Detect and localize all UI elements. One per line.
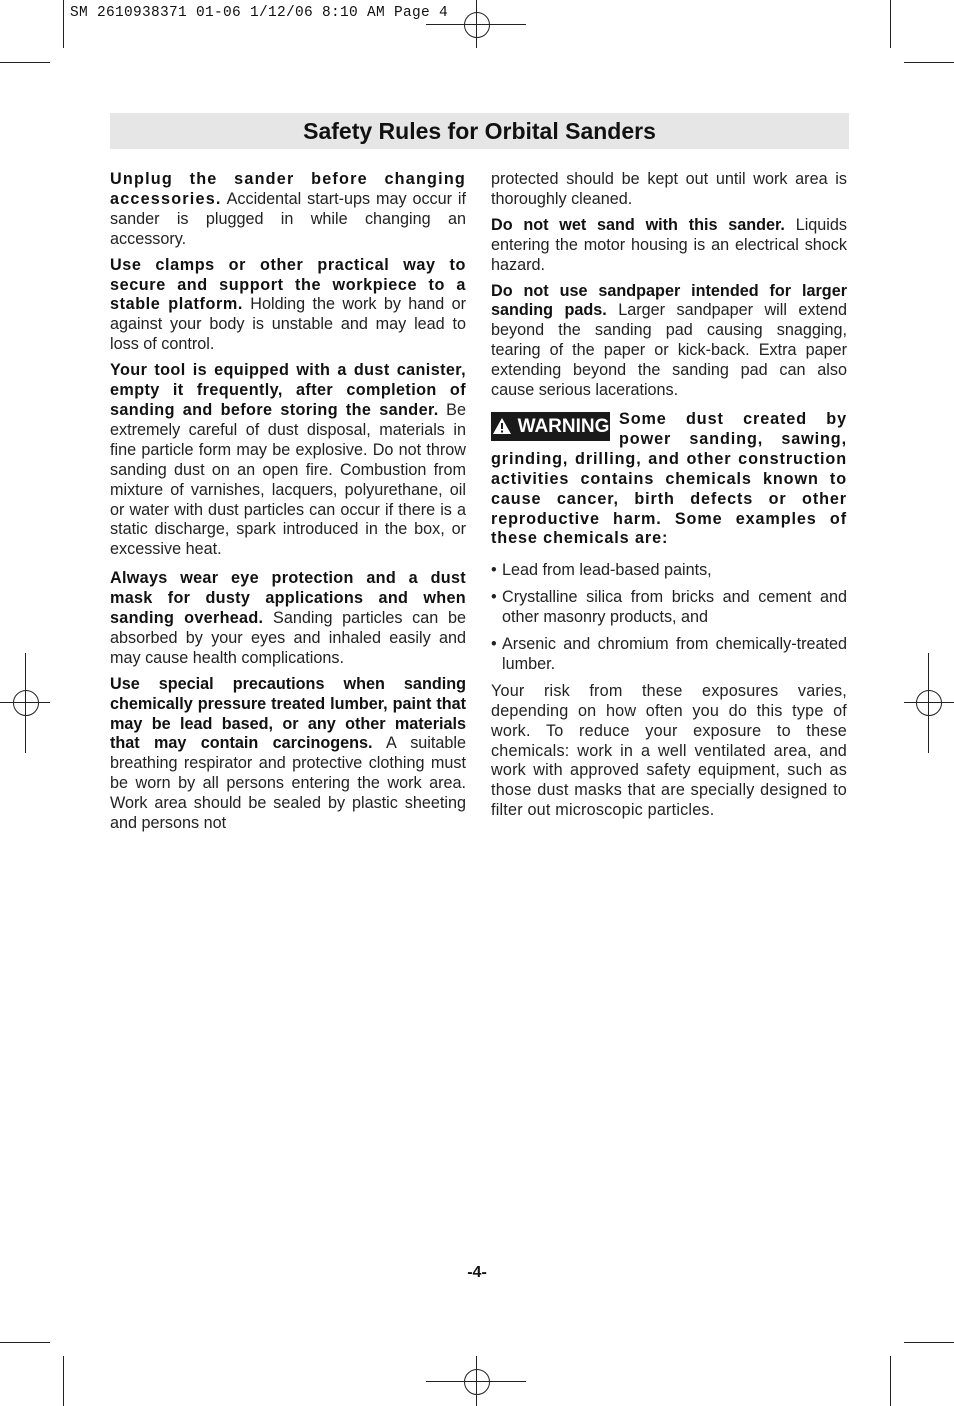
rule-special-precautions: Use special precautions when sanding chemically pressure treated lumber, paint that may be lead based, or any other materials that may contain carcinogens. A suitable breathing respirator and protective clothing must be worn by all persons entering the work area. Work area should be sealed by plastic sheeting and persons not <box>110 674 466 833</box>
warning-text: Some dust created by power sanding, sawing, grinding, drilling, and other construction activities contains chemicals known to cause cancer, birth defects or other reproductive harm. Some examples of these chemicals are: <box>491 409 847 548</box>
page-number: -4- <box>467 1264 487 1281</box>
rule-dust-canister: Your tool is equipped with a dust canister, empty it frequently, after completion of sanding and before storing the sander. Be extremely careful of dust disposal, materials in fine particle form may be explosive. Do not throw sanding dust on an open fire. Combustion from mixture of varnishes, lacquers, polyurethane, oil or water with dust particles can occur if there is a static discharge, spark introduced in the box, or excessive heat. <box>110 361 466 559</box>
warning-badge <box>491 412 610 441</box>
rule-unplug: Unplug the sander before changing accessories. Accidental start-ups may occur if sander is plugged in while changing an accessory. <box>110 170 466 248</box>
crosshair-registration-icon <box>464 1369 490 1395</box>
warning-label: WARNING <box>517 415 610 437</box>
list-item: • Arsenic and chromium from chemically-treated lumber. <box>491 635 847 673</box>
rule-wet-sand: Do not wet sand with this sander. Liquids entering the motor housing is an electrical shock hazard. <box>491 215 848 274</box>
exposure-advice: Your risk from these exposures varies, depending on how often you do this type of work. To reduce your exposure to these chemicals: work in a well ventilated area, and work with approved safety equipment, such as those dust masks that are specially designed to filter out microscopic particles. <box>491 681 847 820</box>
title-banner <box>110 113 849 149</box>
crosshair-registration-icon <box>13 690 39 716</box>
warning-triangle-icon <box>492 417 512 435</box>
rule-continued: protected should be kept out until work area is thoroughly cleaned. <box>491 170 847 208</box>
list-item: • Lead from lead-based paints, <box>491 561 712 580</box>
rule-sandpaper-size: Do not use sandpaper intended for larger sanding pads. Larger sandpaper will extend beyond the sanding pad causing snagging, tearing of the paper or kick-back. Extra paper extending beyond the sanding pad can also cause serious lacerations. <box>491 281 847 400</box>
crosshair-registration-icon <box>464 12 490 38</box>
list-item: • Crystalline silica from bricks and cement and other masonry products, and <box>491 588 847 627</box>
right-column <box>491 170 847 827</box>
crosshair-registration-icon <box>916 690 942 716</box>
page-title: Safety Rules for Orbital Sanders <box>303 117 656 144</box>
print-slug: SM 2610938371 01-06 1/12/06 8:10 AM Page 4 <box>70 5 449 21</box>
rule-eye-protection: Always wear eye protection and a dust mask for dusty applications and when sanding overhead. Sanding particles can be absorbed by your eyes and inhaled easily and may cause health complications. <box>110 569 466 667</box>
rule-clamps: Use clamps or other practical way to secure and support the workpiece to a stable platform. Holding the work by hand or against your body is unstable and may lead to loss of control. <box>110 255 466 354</box>
left-column <box>110 170 466 840</box>
warning-block <box>491 410 847 549</box>
